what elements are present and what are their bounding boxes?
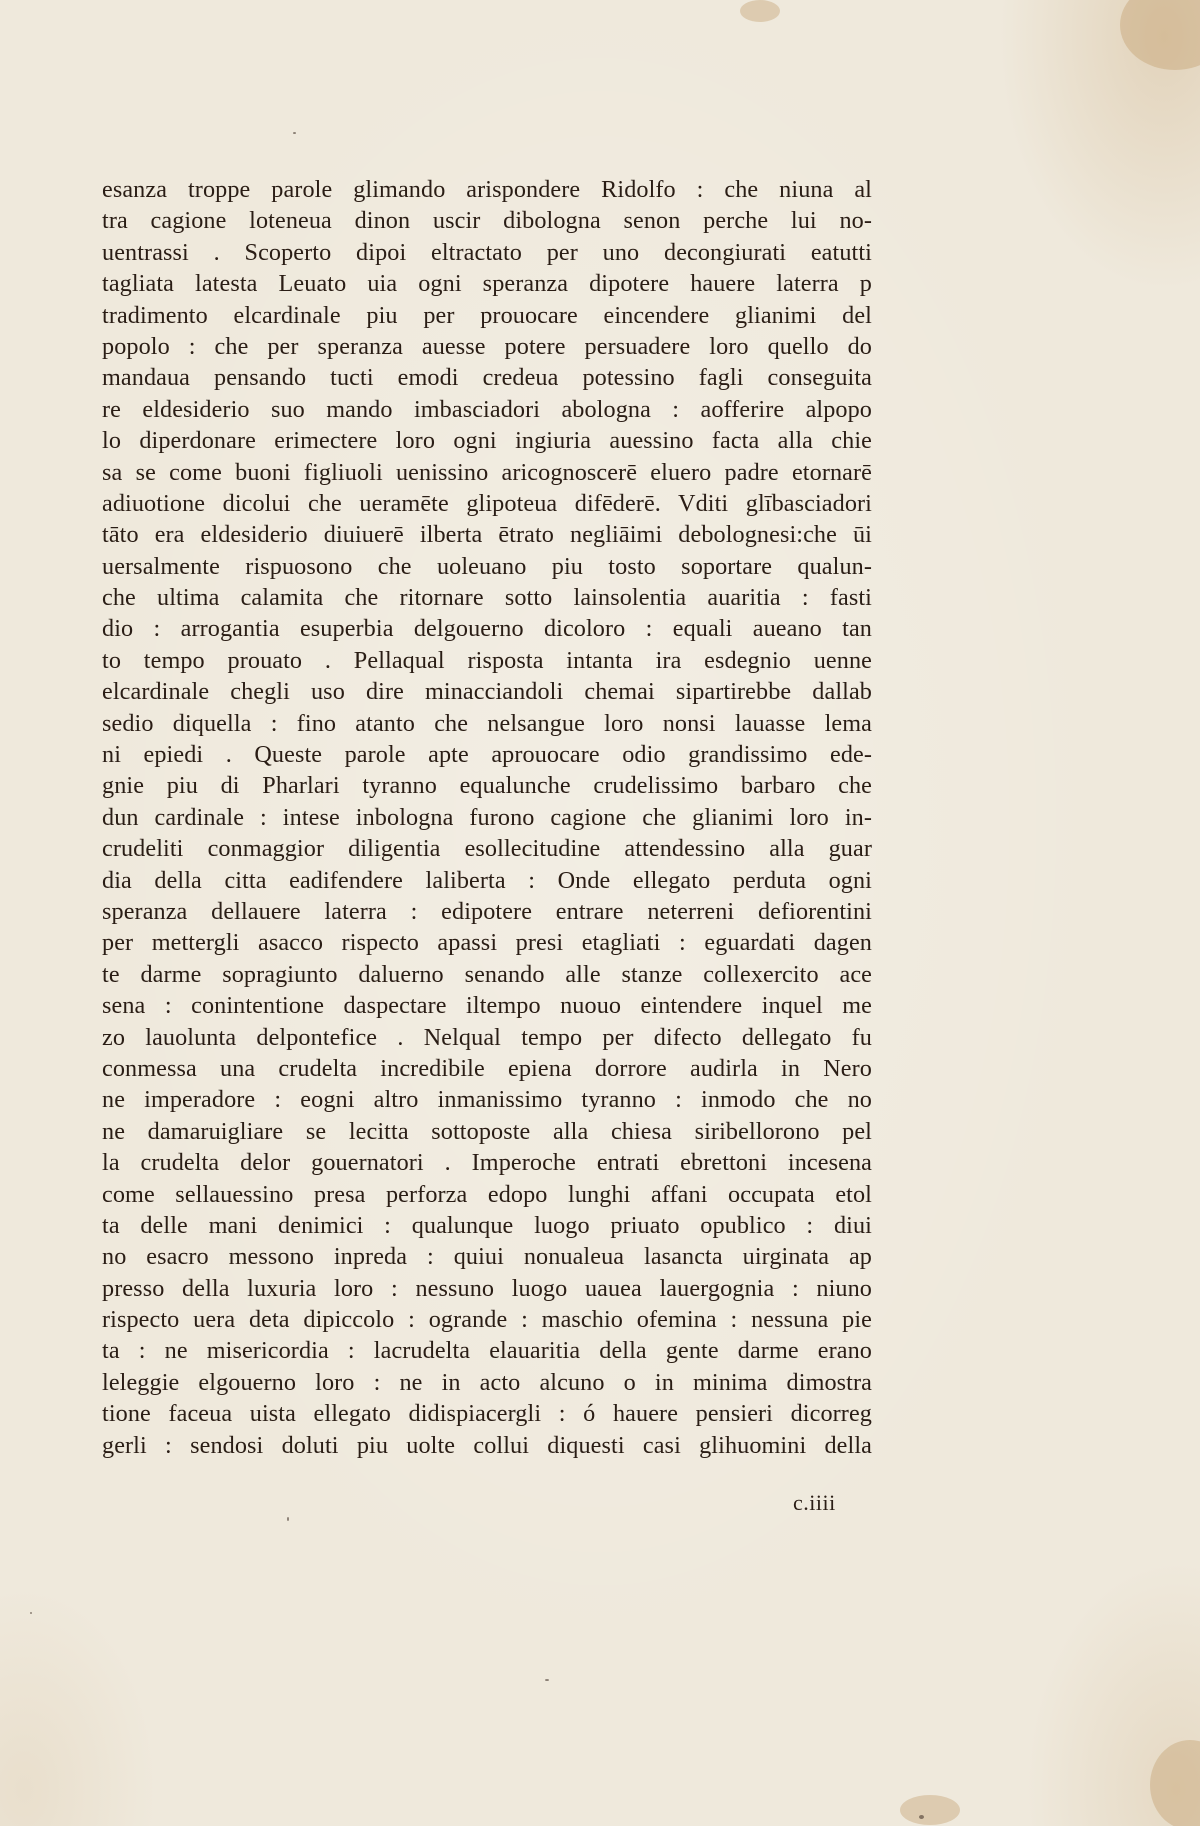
text-line: sena : conintentione daspectare iltempo nuouo eintendere inquel me <box>102 992 872 1020</box>
text-line: rispecto uera deta dipiccolo : ogrande : maschio ofemina : nessuna pie <box>102 1306 872 1334</box>
text-line: uentrassi . Scoperto dipoi eltractato per uno decongiurati eatutti <box>102 238 872 266</box>
signature-mark: c.iiii <box>793 1490 836 1515</box>
ink-fleck <box>545 1679 549 1681</box>
text-line: sedio diquella : fino atanto che nelsangue loro nonsi lauasse lema <box>102 709 872 737</box>
text-line: no esacro messono inpreda : quiui nonualeua lasancta uirginata ap <box>102 1243 872 1271</box>
text-line: ta delle mani denimici : qualunque luogo priuato opublico : diui <box>102 1211 872 1239</box>
text-line: ne imperadore : eogni altro inmanissimo tyranno : inmodo che no <box>102 1086 872 1114</box>
text-line: re eldesiderio suo mando imbasciadori abologna : aofferire alpopo <box>102 395 872 423</box>
text-line: adiuotione dicolui che ueramēte glipoteua difēderē. Vditi glībasciadori <box>102 489 872 517</box>
text-line: per mettergli asacco rispecto apassi presi etagliati : eguardati dagen <box>102 929 872 957</box>
text-line: zo lauolunta delpontefice . Nelqual tempo per difecto dellegato fu <box>102 1023 872 1051</box>
text-line: tagliata latesta Leuato uia ogni speranza dipotere hauere laterra p <box>102 270 872 298</box>
foxing-stain <box>1120 0 1200 70</box>
text-line: tione faceua uista ellegato didispiacergli : ó hauere pensieri dicorreg <box>102 1400 872 1428</box>
text-line: mandaua pensando tucti emodi credeua potessino fagli conseguita <box>102 364 872 392</box>
text-line: conmessa una crudelta incredibile epiena dorrore audirla in Nero <box>102 1054 872 1082</box>
ink-fleck <box>30 1612 32 1614</box>
text-line: sa se come buoni figliuoli uenissino aricognoscerē eluero padre etornarē <box>102 458 872 486</box>
text-line: dia della citta eadifendere laliberta : Onde ellegato perduta ogni <box>102 866 872 894</box>
text-line: esanza troppe parole glimando arispondere Ridolfo : che niuna al <box>102 176 872 203</box>
text-line: tradimento elcardinale piu per prouocare eincendere glianimi del <box>102 301 872 329</box>
ink-fleck <box>287 1517 289 1521</box>
text-line: leleggie elgouerno loro : ne in acto alcuno o in minima dimostra <box>102 1368 872 1396</box>
text-line: te darme sopragiunto daluerno senando alle stanze collexercito ace <box>102 960 872 988</box>
text-line: crudeliti conmaggior diligentia esollecitudine attendessino alla guar <box>102 835 872 863</box>
text-line: lo diperdonare erimectere loro ogni ingiuria auessino facta alla chie <box>102 427 872 455</box>
text-line: ne damaruigliare se lecitta sottoposte alla chiesa siribellorono pel <box>102 1117 872 1145</box>
text-line: ni epiedi . Queste parole apte aprouocare odio grandissimo ede- <box>102 741 872 769</box>
text-line: tra cagione loteneua dinon uscir dibologna senon perche lui no- <box>102 207 872 235</box>
text-line: to tempo prouato . Pellaqual risposta intanta ira esdegnio uenne <box>102 646 872 674</box>
text-line: gnie piu di Pharlari tyranno equalunche crudelissimo barbaro che <box>102 772 872 800</box>
text-line: speranza dellauere laterra : edipotere entrare neterreni defiorentini <box>102 897 872 925</box>
text-line: presso della luxuria loro : nessuno luogo uaueа lauergognia : niuno <box>102 1274 872 1302</box>
ink-fleck <box>919 1815 924 1819</box>
text-line: dio : arrogantia esuperbia delgouerno dicoloro : equali aueano tan <box>102 615 872 643</box>
text-line: uersalmente rispuosono che uoleuano piu tosto soportare qualun- <box>102 552 872 580</box>
text-line: la crudelta delor gouernatori . Imperoche entrati ebrettoni incesena <box>102 1149 872 1177</box>
text-line: come sellauessino presa perforza edopo lunghi affani occupata etol <box>102 1180 872 1208</box>
text-line: che ultima calamita che ritornare sotto lainsolentia auaritia : fasti <box>102 584 872 612</box>
body-text <box>102 174 872 1461</box>
text-line: tāto era eldesiderio diuiuerē ilberta ētrato negliāimi debolognesi:che ūi <box>102 521 872 549</box>
foxing-stain <box>740 0 780 22</box>
ink-fleck <box>293 132 296 134</box>
text-line: ta : ne misericordia : lacrudelta elauaritia della gente darme erano <box>102 1337 872 1365</box>
text-line: elcardinale chegli uso dire minacciandoli chemai sipartirebbe dallab <box>102 678 872 706</box>
foxing-stain <box>1150 1740 1200 1826</box>
text-line: dun cardinale : intese inbologna furono cagione che glianimi loro in- <box>102 803 872 831</box>
foxing-stain <box>900 1795 960 1825</box>
text-line: popolo : che per speranza auesse potere persuadere loro quello do <box>102 332 872 360</box>
text-line: gerli : sendosi doluti piu uolte collui diquesti casi glihuomini della <box>102 1431 872 1459</box>
